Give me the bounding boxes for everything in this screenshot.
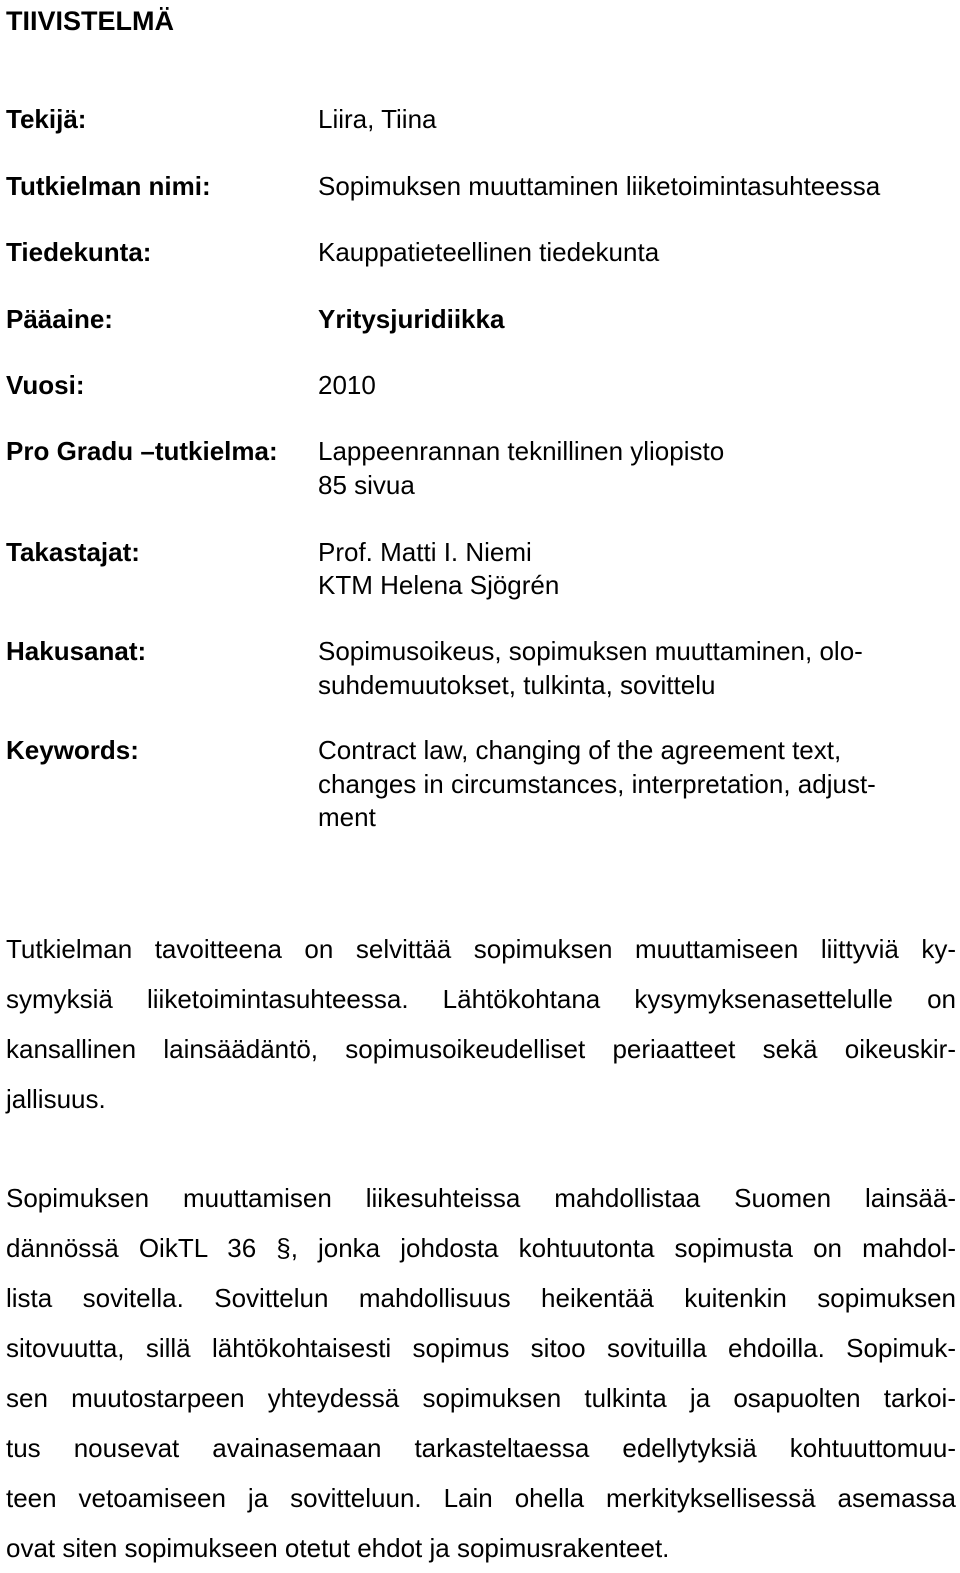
abstract-line: dännössä OikTL 36 §, jonka johdosta kohtuutonta sopimusta on mahdol- [6, 1233, 956, 1263]
author-label: Tekijä: [6, 104, 87, 134]
abstract-line: ovat siten sopimukseen otetut ehdot ja sopimusrakenteet. [6, 1533, 670, 1563]
abstract-line: Tutkielman tavoitteena on selvittää sopimuksen muuttamiseen liittyviä ky- [6, 934, 956, 964]
year-value: 2010 [318, 370, 376, 400]
keywords-en-label: Keywords: [6, 735, 139, 765]
examiners-line2: KTM Helena Sjögrén [318, 570, 560, 600]
keywords-fi-line1: Sopimusoikeus, sopimuksen muuttaminen, olo- [318, 636, 863, 666]
keywords-en-line2: changes in circumstances, interpretation, adjust- [318, 769, 876, 799]
abstract-line: jallisuus. [6, 1084, 106, 1114]
thesis-name-value: Sopimuksen muuttaminen liiketoimintasuhteessa [318, 171, 881, 201]
page-title: TIIVISTELMÄ [6, 6, 174, 36]
abstract-line: lista sovitella. Sovittelun mahdollisuus heikentää kuitenkin sopimuksen [6, 1283, 956, 1313]
abstract-paragraph-2 [6, 1173, 956, 1573]
year-label: Vuosi: [6, 370, 85, 400]
major-label: Pääaine: [6, 304, 113, 334]
gradu-label-prefix: Pro Gradu [6, 436, 141, 466]
keywords-fi-line2: suhdemuutokset, tulkinta, sovittelu [318, 670, 716, 700]
keywords-en-line1: Contract law, changing of the agreement text, [318, 735, 842, 765]
abstract-line: tus nousevat avainasemaan tarkasteltaessa edellytyksiä kohtuuttomuu- [6, 1433, 956, 1463]
faculty-value: Kauppatieteellinen tiedekunta [318, 237, 660, 267]
abstract-line: teen vetoamiseen ja sovitteluun. Lain ohella merkityksellisessä asemassa [6, 1483, 956, 1513]
major-value: Yritysjuridiikka [318, 304, 505, 334]
abstract-line: symyksiä liiketoimintasuhteessa. Lähtökohtana kysymyksenasettelulle on [6, 984, 956, 1014]
abstract-line: sitovuutta, sillä lähtökohtaisesti sopimus sitoo sovituilla ehdoilla. Sopimuk- [6, 1333, 956, 1363]
keywords-en-line3: ment [318, 802, 376, 832]
keywords-fi-label: Hakusanat: [6, 636, 147, 666]
abstract-line: sen muutostarpeen yhteydessä sopimuksen tulkinta ja osapuolten tarkoi- [6, 1383, 956, 1413]
abstract-line: kansallinen lainsäädäntö, sopimusoikeudelliset periaatteet sekä oikeuskir- [6, 1034, 956, 1064]
faculty-label: Tiedekunta: [6, 237, 152, 267]
gradu-label-rest: –tutkielma: [140, 436, 278, 466]
abstract-line: Sopimuksen muuttamisen liikesuhteissa mahdollistaa Suomen lainsää- [6, 1183, 956, 1213]
gradu-label [6, 434, 278, 468]
gradu-value-line2: 85 sivua [318, 470, 415, 500]
thesis-name-label: Tutkielman nimi: [6, 171, 211, 201]
abstract-paragraph-1 [6, 924, 956, 1124]
examiners-line1: Prof. Matti I. Niemi [318, 537, 532, 567]
examiners-label: Takastajat: [6, 537, 140, 567]
gradu-value-line1: Lappeenrannan teknillinen yliopisto [318, 436, 725, 466]
author-value: Liira, Tiina [318, 104, 437, 134]
